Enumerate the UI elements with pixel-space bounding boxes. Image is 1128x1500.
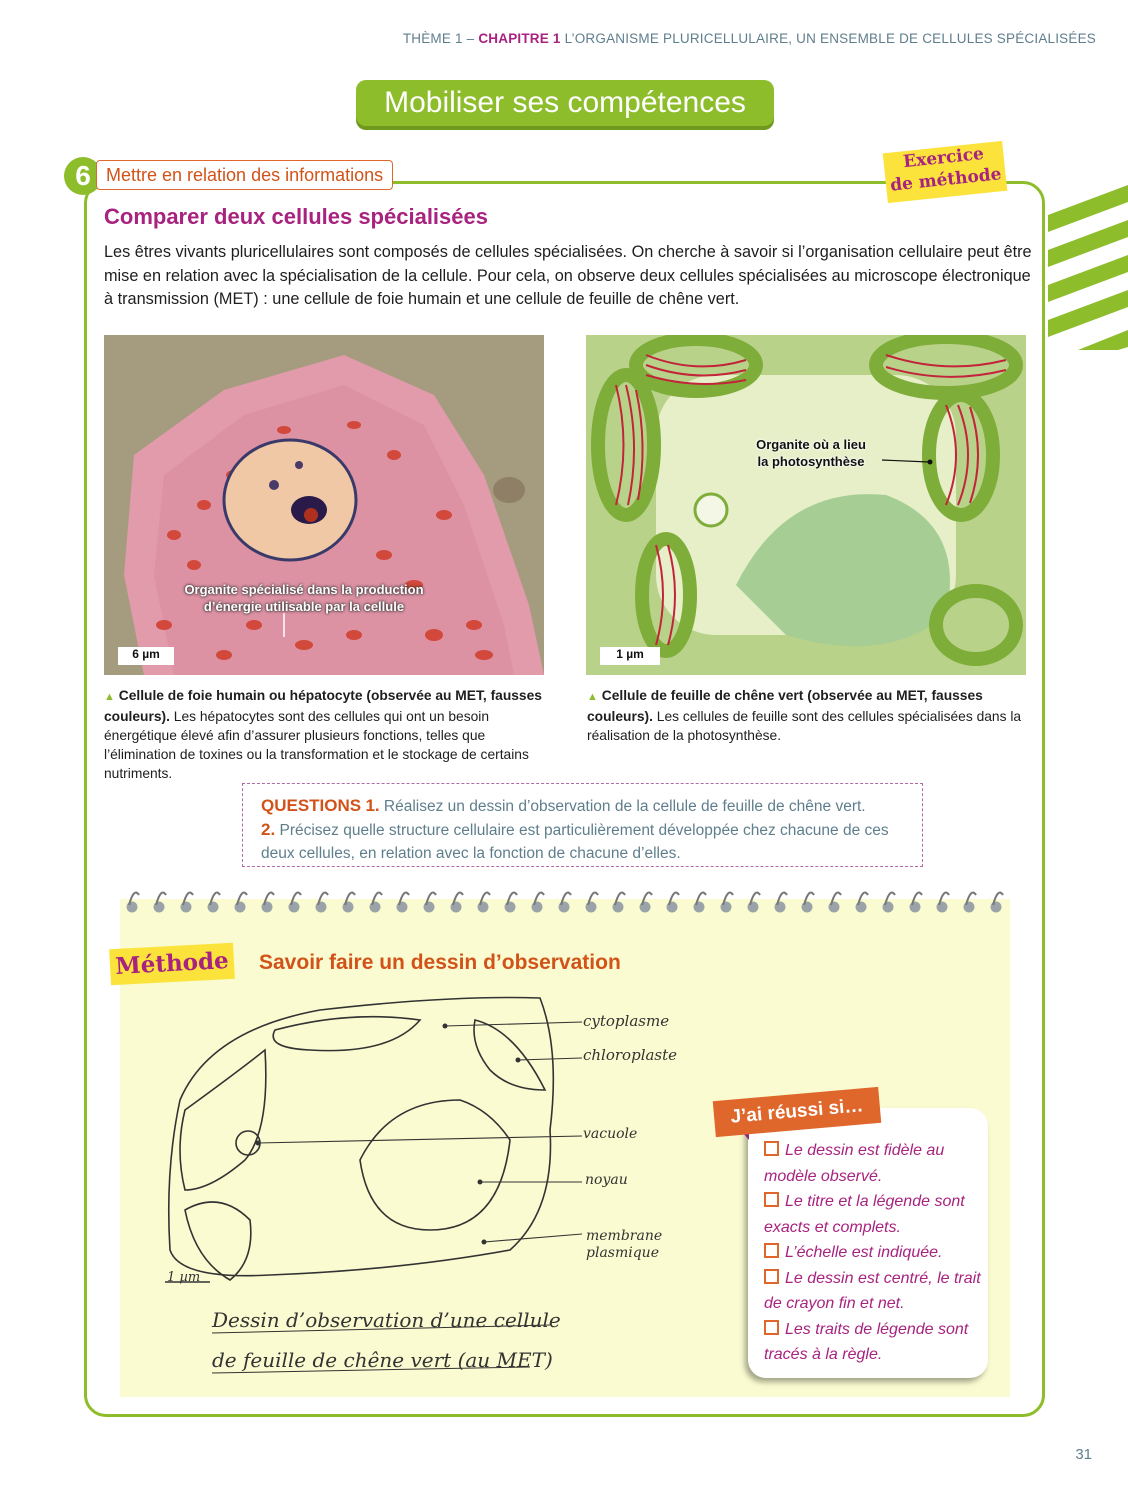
hepatocyte-caption-text: Les hépatocytes sont des cellules qui ont un besoin énergétique élevé afin d’assurer plusieurs fonctions, telles que l’élimination de toxines ou la transformation et le stockage de certains nutriments. <box>104 709 529 781</box>
exercise-title: Comparer deux cellules spécialisées <box>104 204 488 229</box>
exercise-number: 6 <box>64 157 102 195</box>
spiral-hole <box>505 902 516 913</box>
spiral-hole <box>262 902 273 913</box>
chapter-title: L’ORGANISME PLURICELLULAIRE, UN ENSEMBLE DE CELLULES SPÉCIALISÉES <box>564 31 1096 46</box>
spiral-hole <box>802 902 813 913</box>
spiral-hole <box>235 902 246 913</box>
tag-line-1: Exercice <box>902 143 985 173</box>
theme-label: THÈME 1 – <box>402 31 475 46</box>
spiral-hole <box>397 902 408 913</box>
exercise-intro: Les êtres vivants pluricellulaires sont composés de cellules spécialisées. On cherche à savoir si l’organisation cellulaire peut être mise en relation avec la spécialisation de la cellule. Pour cela, on observe deux cellules spécialisées au microscope électronique à transmission (MET) : une cellule de foie humain et une cellule de feuille de chêne vert. <box>104 243 1032 308</box>
spiral-hole <box>613 902 624 913</box>
spiral-hole <box>721 902 732 913</box>
spiral-hole <box>694 902 705 913</box>
spiral-hole <box>964 902 975 913</box>
hepatocyte-micrograph <box>104 335 544 675</box>
checkbox-icon <box>764 1192 779 1207</box>
checklist-item <box>764 1317 992 1368</box>
checklist-item <box>764 1189 992 1240</box>
chapter-label: CHAPITRE 1 <box>478 31 561 46</box>
label-membrane-line2: plasmique <box>586 1245 659 1261</box>
label-membrane-line1: membrane <box>586 1228 663 1244</box>
chloroplast-label-line2: la photosynthèse <box>757 454 865 469</box>
spiral-hole <box>559 902 570 913</box>
hepatocyte-caption <box>104 686 544 783</box>
question-2 <box>261 818 921 865</box>
leaf-cell-caption <box>587 686 1027 745</box>
spiral-hole <box>586 902 597 913</box>
question-2-number: 2. <box>261 820 276 839</box>
drawing-title-line1: Dessin d’observation d’une cellule <box>212 1308 561 1332</box>
checklist-item-text: Le titre et la légende sont exacts et complets. <box>764 1193 965 1236</box>
scale-6um-text: 6 µm <box>132 647 160 661</box>
checklist <box>764 1138 992 1368</box>
label-chloroplaste: chloroplaste <box>583 1046 678 1064</box>
spiral-hole <box>451 902 462 913</box>
leaf-cell-image <box>586 335 1026 675</box>
spiral-hole <box>289 902 300 913</box>
method-title: Savoir faire un dessin d’observation <box>259 951 621 974</box>
spiral-hole <box>370 902 381 913</box>
label-noyau: noyau <box>585 1172 628 1188</box>
leaf-cell-caption-title: Cellule de feuille de chêne vert (observée au MET, fausses couleurs). <box>587 688 983 724</box>
checkbox-icon <box>764 1141 779 1156</box>
skill-label: Mettre en relation des informations <box>96 160 393 190</box>
checklist-item-text: L’échelle est indiquée. <box>785 1244 943 1261</box>
spiral-hole <box>154 902 165 913</box>
checkbox-icon <box>764 1269 779 1284</box>
drawing-title-line2: de feuille de chêne vert (au MET) <box>212 1348 553 1372</box>
triangle-icon: ▲ <box>104 691 115 703</box>
chloroplast-label <box>736 436 886 470</box>
triangle-icon: ▲ <box>587 691 598 703</box>
drawing-scale: 1 µm <box>167 1270 201 1285</box>
label-membrane <box>586 1228 662 1262</box>
checklist-item <box>764 1240 992 1266</box>
spiral-hole <box>343 902 354 913</box>
spiral-hole <box>667 902 678 913</box>
question-1-text: Réalisez un dessin d’observation de la cellule de feuille de chêne vert. <box>379 798 866 815</box>
tag-line-2: de méthode <box>889 164 1003 196</box>
spiral-hole <box>532 902 543 913</box>
checklist-item-text: Le dessin est centré, le trait de crayon fin et net. <box>764 1269 981 1312</box>
checkbox-icon <box>764 1243 779 1258</box>
checklist-item-text: Le dessin est fidèle au modèle observé. <box>764 1142 945 1185</box>
spiral-hole <box>937 902 948 913</box>
checkbox-icon <box>764 1320 779 1335</box>
method-label: Méthode <box>109 943 235 985</box>
running-header <box>403 31 1096 46</box>
spiral-hole <box>991 902 1002 913</box>
chloroplast-label-line1: Organite où a lieu <box>756 437 866 452</box>
spiral-hole <box>478 902 489 913</box>
spiral-hole <box>127 902 138 913</box>
spiral-hole <box>883 902 894 913</box>
hepatocyte-caption-title: Cellule de foie humain ou hépatocyte (observée au MET, fausses couleurs). <box>104 688 542 724</box>
spiral-hole <box>856 902 867 913</box>
hepatocyte-image <box>104 335 544 675</box>
mitochondria-label-line1: Organite spécialisé dans la production <box>184 582 424 597</box>
scale-bar-1um <box>600 647 660 665</box>
checklist-title: J’ai réussi si… <box>713 1087 882 1137</box>
checklist-item-text: Les traits de légende sont tracés à la règle. <box>764 1320 969 1363</box>
banner-title: Mobiliser ses compétences <box>384 86 746 119</box>
checklist-item <box>764 1266 992 1317</box>
spiral-hole <box>829 902 840 913</box>
notepad-spiral <box>120 885 1010 915</box>
spiral-hole <box>424 902 435 913</box>
question-1 <box>261 794 921 818</box>
label-vacuole: vacuole <box>583 1126 638 1142</box>
scale-1um-text: 1 µm <box>616 647 644 661</box>
page-number: 31 <box>1075 1446 1092 1463</box>
spiral-hole <box>208 902 219 913</box>
leaf-cell-caption-text: Les cellules de feuille sont des cellules spécialisées dans la réalisation de la photosynthèse. <box>587 709 1022 743</box>
questions-heading: QUESTIONS <box>261 796 362 815</box>
checklist-item <box>764 1138 992 1189</box>
spiral-hole <box>748 902 759 913</box>
question-1-number: 1. <box>365 796 380 815</box>
section-banner <box>356 80 774 126</box>
leaf-cell-micrograph <box>586 335 1026 675</box>
decorative-stripes <box>1048 180 1128 350</box>
spiral-hole <box>181 902 192 913</box>
questions-text <box>261 794 921 865</box>
mitochondria-label-line2: d’énergie utilisable par la cellule <box>203 599 405 614</box>
spiral-hole <box>316 902 327 913</box>
spiral-hole <box>640 902 651 913</box>
spiral-hole <box>775 902 786 913</box>
question-2-text: Précisez quelle structure cellulaire est particulièrement développée chez chacune de ces deux cellules, en relation avec la fonction de chacune d’elles. <box>261 822 889 862</box>
mitochondria-label <box>144 581 464 615</box>
spiral-hole <box>910 902 921 913</box>
label-cytoplasme: cytoplasme <box>583 1012 670 1030</box>
scale-bar-6um <box>118 647 174 665</box>
